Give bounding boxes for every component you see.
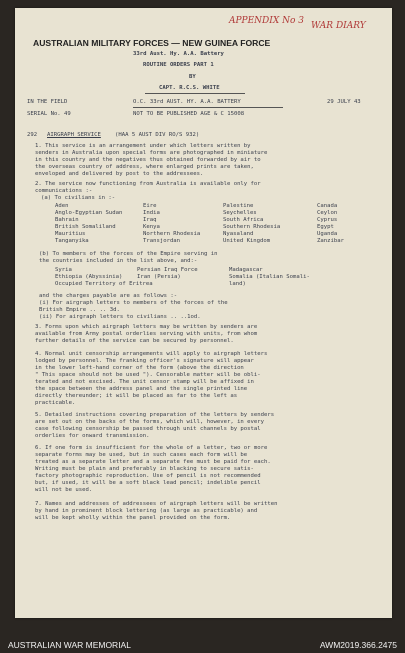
paragraph-7: [35, 501, 277, 522]
country-name: Eire: [143, 203, 157, 209]
text-line: and the charges payable are as follows :-: [39, 293, 178, 299]
text-line: 3. Forms upon which airgraph letters may be written by senders are: [35, 324, 258, 330]
text-line: British Empire .. .. 3d.: [39, 307, 120, 313]
countries-col-4: [317, 203, 344, 245]
text-line: 7. Names and addresses of addressees of airgraph letters will be written: [35, 501, 278, 507]
text-line: 5. Detailed instructions covering preparation of the letters by senders: [35, 412, 275, 418]
paragraph-4: [35, 351, 267, 407]
text-line: enveloped and delivered by post to the addressees.: [35, 171, 204, 177]
text-line: 2. The service now functioning from Australia is available only for: [35, 181, 261, 187]
text-line: treated as a separate letter and a separate fee must be paid for each.: [35, 459, 271, 465]
country-name: India: [143, 210, 160, 216]
paragraph-2: [35, 181, 261, 195]
countries-col-3: [223, 203, 280, 245]
footer-credit: AUSTRALIAN WAR MEMORIAL: [8, 640, 131, 650]
country-name: Nyasaland: [223, 231, 254, 237]
country-name: Iran (Persia): [137, 274, 181, 280]
not-published-line: NOT TO BE PUBLISHED AGE & C 15008: [133, 111, 245, 117]
section-number: 292: [27, 132, 38, 138]
country-name: Ethiopia (Abyssinia): [55, 274, 123, 280]
country-name: Occupied Territory of Eritrea: [55, 281, 153, 287]
country-name: Kenya: [143, 224, 160, 230]
text-line: practicable.: [35, 400, 76, 406]
text-line: will be kept wholly within the panel provided on the form.: [35, 515, 231, 521]
forces-col-3: [229, 267, 310, 288]
country-name: Egypt: [317, 224, 334, 230]
civilians-label: (a) To civilians in :-: [41, 195, 116, 201]
oc-line: O.C. 33rd AUST. HY. A.A. BATTERY: [133, 99, 241, 105]
section-ref: (HAA 5 AUST DIV RO/S 932): [115, 132, 200, 138]
text-line: the countries included in the list above, and:-: [39, 258, 198, 264]
country-name: Tanganyika: [55, 238, 89, 244]
text-line: but, if used, it will be a soft black lead pencil; indelible pencil: [35, 480, 261, 486]
text-line: " This space should not be used "). Censorable matter will be obli-: [35, 372, 261, 378]
document-page: [15, 8, 392, 618]
country-name: Aden: [55, 203, 69, 209]
footer-accession: AWM2019.366.2475: [319, 640, 397, 650]
country-name: United Kingdom: [223, 238, 271, 244]
footer-bar: [0, 618, 405, 653]
country-name: Syria: [55, 267, 72, 273]
by-line: BY: [189, 74, 196, 80]
countries-col-1: [55, 203, 122, 245]
orders-line: ROUTINE ORDERS PART 1: [143, 62, 214, 68]
country-name: Somalia (Italian Somali-: [229, 274, 310, 280]
text-line: separate forms may be used, but in such cases each form will be: [35, 452, 248, 458]
country-name: Northern Rhodesia: [143, 231, 201, 237]
country-name: Uganda: [317, 231, 338, 237]
text-line: 4. Normal unit censorship arrangements will apply to airgraph letters: [35, 351, 268, 357]
country-name: Seychelles: [223, 210, 257, 216]
text-line: by hand in prominent block lettering (as large as practicable) and: [35, 508, 258, 514]
text-line: further details of the service can be secured by personnel.: [35, 338, 234, 344]
text-line: the space between the address panel and the single printed line: [35, 386, 248, 392]
field-line: IN THE FIELD: [27, 99, 68, 105]
handwritten-annotation-2: WAR DIARY: [311, 21, 366, 31]
text-line: terated and not excised. The unit censor stamp will be affixed in: [35, 379, 254, 385]
date-line: 29 JULY 43: [327, 99, 361, 105]
text-line: 6. If one form is insufficient for the whole of a letter, two or more: [35, 445, 268, 451]
text-line: the overseas country of address, where enlarged prints are taken,: [35, 164, 254, 170]
paragraph-5: [35, 412, 274, 440]
text-line: are set out on the backs of the forms, which will, however, in every: [35, 419, 265, 425]
text-line: senders in Australia upon special forms are photographed in miniature: [35, 150, 268, 156]
charges-paragraph: [39, 293, 228, 321]
text-line: will not be used.: [35, 487, 93, 493]
text-line: lodged by personnel. The franking officer's signature will appear: [35, 358, 254, 364]
text-line: orderlies for onward transmission.: [35, 433, 150, 439]
country-name: Persian Iraq Force: [137, 267, 198, 273]
country-name: Bahrain: [55, 217, 79, 223]
country-name: Transjordan: [143, 238, 181, 244]
text-line: (b) To members of the forces of the Empire serving in: [39, 251, 218, 257]
text-line: Writing must be plain and preferably in blacking to secure satis-: [35, 466, 254, 472]
country-name: Cyprus: [317, 217, 338, 223]
capt-line: CAPT. R.C.S. WHITE: [159, 85, 220, 91]
country-name: Mauritius: [55, 231, 86, 237]
country-name: land): [229, 281, 246, 287]
battery-line: 33rd Aust. Hy. A.A. Battery: [133, 51, 224, 57]
forces-paragraph: [39, 251, 218, 265]
country-name: Madagascar: [229, 267, 263, 273]
country-name: South Africa: [223, 217, 264, 223]
text-line: (ii) For airgraph letters to civilians .. ..1od.: [39, 314, 201, 320]
paragraph-1: [35, 143, 267, 178]
country-name: British Somaliland: [55, 224, 116, 230]
serial-line: SERIAL No. 49: [27, 111, 71, 117]
text-line: directly thereunder; it will be placed as far to the left as: [35, 393, 238, 399]
country-name: Anglo-Egyptian Sudan: [55, 210, 123, 216]
country-name: Iraq: [143, 217, 157, 223]
text-line: communications :-: [35, 188, 93, 194]
text-line: case following censorship be passed through unit channels by postal: [35, 426, 261, 432]
text-line: 1. This service is an arrangement under which letters written by: [35, 143, 251, 149]
country-name: Southern Rhodesia: [223, 224, 281, 230]
section-heading: AIRGRAPH SERVICE: [47, 132, 101, 138]
country-name: Zanzibar: [317, 238, 344, 244]
text-line: in this country and the negatives thus obtained forwarded by air to: [35, 157, 261, 163]
paragraph-3: [35, 324, 257, 345]
text-line: (i) For airgraph letters to members of the forces of the: [39, 300, 228, 306]
handwritten-annotation: APPENDIX No 3: [229, 16, 304, 26]
text-line: factory photographic reproduction. Use of pencil is not recommended: [35, 473, 261, 479]
country-name: Canada: [317, 203, 338, 209]
forces-col-2: [137, 267, 198, 281]
paragraph-6: [35, 445, 271, 494]
text-line: in the lower left-hand corner of the form (above the direction: [35, 365, 244, 371]
document-title: AUSTRALIAN MILITARY FORCES — NEW GUINEA FORCE: [33, 38, 271, 48]
country-name: Ceylon: [317, 210, 338, 216]
country-name: Palestine: [223, 203, 254, 209]
countries-col-2: [143, 203, 200, 245]
text-line: available from Army postal orderlies serving with units, from whom: [35, 331, 258, 337]
